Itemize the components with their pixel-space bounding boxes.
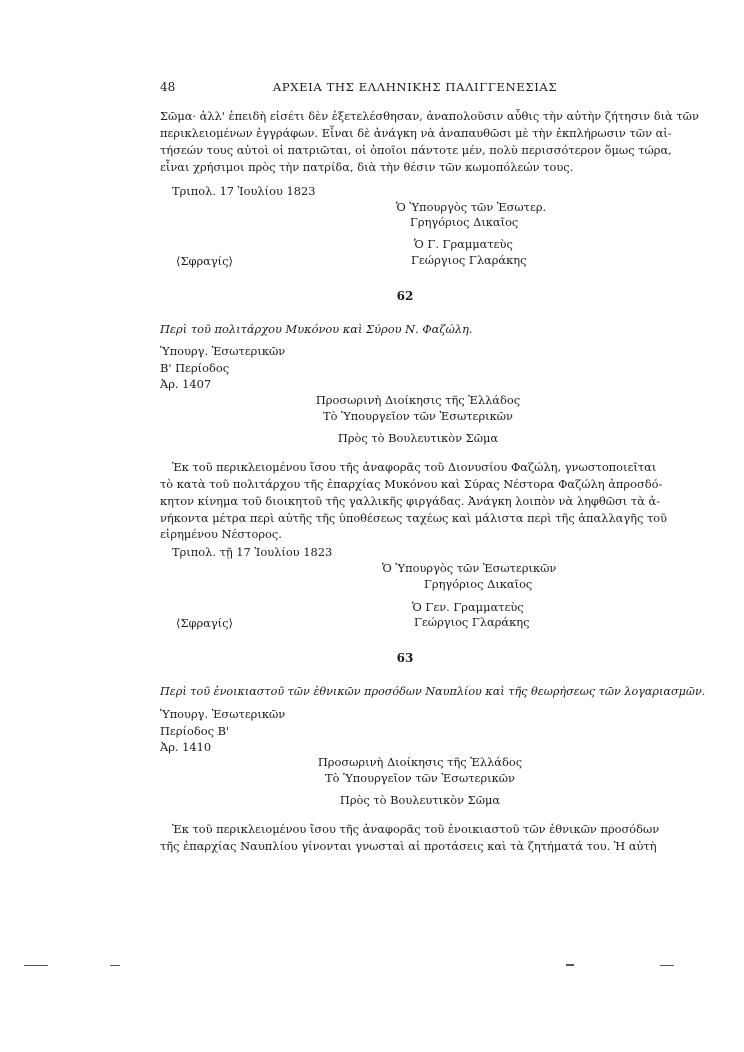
doc62-ref-line-1: Ὑπουργ. Ἐσωτερικῶν [160, 344, 286, 358]
prev-line-3: τήσεών τους αὐτοὶ οἱ πατριῶται, οἱ ὁποῖοι πάντοτε μέν, πολὺ περισσότερον ὅμως τώρα, [160, 143, 672, 157]
doc62-line-4: νήκοντα μέτρα περὶ αὐτῆς τῆς ὑποθέσεως ταχέως καὶ μάλιστα περὶ τῆς ἀπαλλαγῆς τοῦ [160, 511, 668, 525]
doc62-seal: ⟨Σφραγίς⟩ [176, 616, 233, 630]
doc62-sig1-name: Γρηγόριος Δικαῖος [424, 577, 533, 591]
doc63-ref-line-2: Περίοδος Β' [160, 724, 230, 738]
doc63-ref-line-1: Ὑπουργ. Ἐσωτερικῶν [160, 707, 286, 721]
doc63-authority-2: Τὸ Ὑπουργεῖον τῶν Ἐσωτερικῶν [325, 771, 515, 785]
doc63-heading: Περὶ τοῦ ἐνοικιαστοῦ τῶν ἐθνικῶν προσόδων Ναυπλίου καὶ τῆς θεωρήσεως τῶν λογαριασμῶν. [160, 685, 706, 698]
doc62-sig2-name: Γεώργιος Γλαράκης [414, 615, 530, 629]
prev-date: Τριπολ. 17 Ἰουλίου 1823 [172, 184, 316, 198]
doc62-heading: Περὶ τοῦ πολιτάρχου Μυκόνου καὶ Σύρου Ν. Φαζώλη. [160, 322, 473, 336]
prev-line-2: περικλειομένων ἐγγράφων. Εἶναι δὲ ἀνάγκη νὰ ἀναπαυθῶσι μὲ τὴν ἐκπλήρωσιν τῶν αἰ- [160, 126, 672, 140]
doc63-number: 63 [396, 651, 414, 665]
running-title: ΑΡΧΕΙΑ ΤΗΣ ΕΛΛΗΝΙΚΗΣ ΠΑΛΙΓΓΕΝΕΣΙΑΣ [272, 80, 558, 94]
page-number: 48 [160, 80, 176, 94]
prev-sig2-title: Ὁ Γ. Γραμματεὺς [414, 237, 513, 251]
doc62-line-1: Ἐκ τοῦ περικλειομένου ἴσου τῆς ἀναφορᾶς τοῦ Διονυσίου Φαζώλη, γνωστοποιεῖται [172, 460, 657, 474]
doc63-addressee: Πρὸς τὸ Βουλευτικὸν Σῶμα [339, 793, 501, 807]
doc62-ref-line-2: Β' Περίοδος [160, 361, 230, 375]
prev-sig1-name: Γρηγόριος Δικαῖος [410, 215, 519, 229]
doc63-line-2: τῆς ἐπαρχίας Ναυπλίου γίνονται γνωσταὶ αἱ προτάσεις καὶ τὰ ζητήματά του. Ἡ αὐτὴ [160, 839, 657, 853]
doc62-authority-1: Προσωρινὴ Διοίκησις τῆς Ἑλλάδος [315, 393, 521, 407]
prev-line-1: Σῶμα· ἀλλ' ἐπειδὴ εἰσέτι δὲν ἐξετελέσθησαν, ἀναπολοῦσιν αὖθις τὴν αὐτὴν ζήτησιν διὰ τῶν [160, 109, 699, 123]
doc62-line-5: εἰρημένου Νέστορος. [160, 527, 282, 541]
doc63-authority-1: Προσωρινὴ Διοίκησις τῆς Ἑλλάδος [317, 755, 523, 769]
prev-sig1-title: Ὁ Ὑπουργὸς τῶν Ἐσωτερ. [396, 200, 547, 214]
prev-seal: ⟨Σφραγίς⟩ [176, 254, 233, 268]
doc62-addressee: Πρὸς τὸ Βουλευτικὸν Σῶμα [337, 431, 499, 445]
doc62-authority-2: Τὸ Ὑπουργεῖον τῶν Ἐσωτερικῶν [323, 409, 513, 423]
scan-mark [566, 964, 574, 966]
doc62-line-2: τὸ κατὰ τοῦ πολιτάρχου τῆς ἐπαρχίας Μυκόνου καὶ Σύρας Νέστορα Φαζώλη ἀπροσδό- [160, 477, 663, 491]
doc63-ref-line-3: Ἀρ. 1410 [160, 740, 212, 754]
scan-mark [660, 965, 674, 966]
doc62-sig1-title: Ὁ Ὑπουργὸς τῶν Ἐσωτερικῶν [382, 561, 557, 575]
scan-mark [24, 965, 48, 966]
prev-line-4: εἶναι χρήσιμοι πρὸς τὴν πατρίδα, διὰ τὴν θέσιν τῶν κωμοπόλεών τους. [160, 160, 574, 174]
doc62-date: Τριπολ. τῇ 17 Ἰουλίου 1823 [172, 545, 333, 559]
doc62-line-3: κητον κίνημα τοῦ διοικητοῦ τῆς γαλλικῆς φιργάδας. Ἀνάγκη λοιπὸν νὰ ληφθῶσι τὰ ἁ- [160, 494, 661, 508]
doc62-sig2-title: Ὁ Γεν. Γραμματεὺς [412, 600, 524, 614]
prev-sig2-name: Γεώργιος Γλαράκης [411, 253, 527, 267]
scan-mark [110, 965, 120, 966]
doc62-ref-line-3: Ἀρ. 1407 [160, 377, 212, 391]
doc63-line-1: Ἐκ τοῦ περικλειομένου ἴσου τῆς ἀναφορᾶς τοῦ ἐνοικιαστοῦ τῶν ἐθνικῶν προσόδων [172, 822, 660, 836]
doc62-number: 62 [396, 289, 414, 303]
